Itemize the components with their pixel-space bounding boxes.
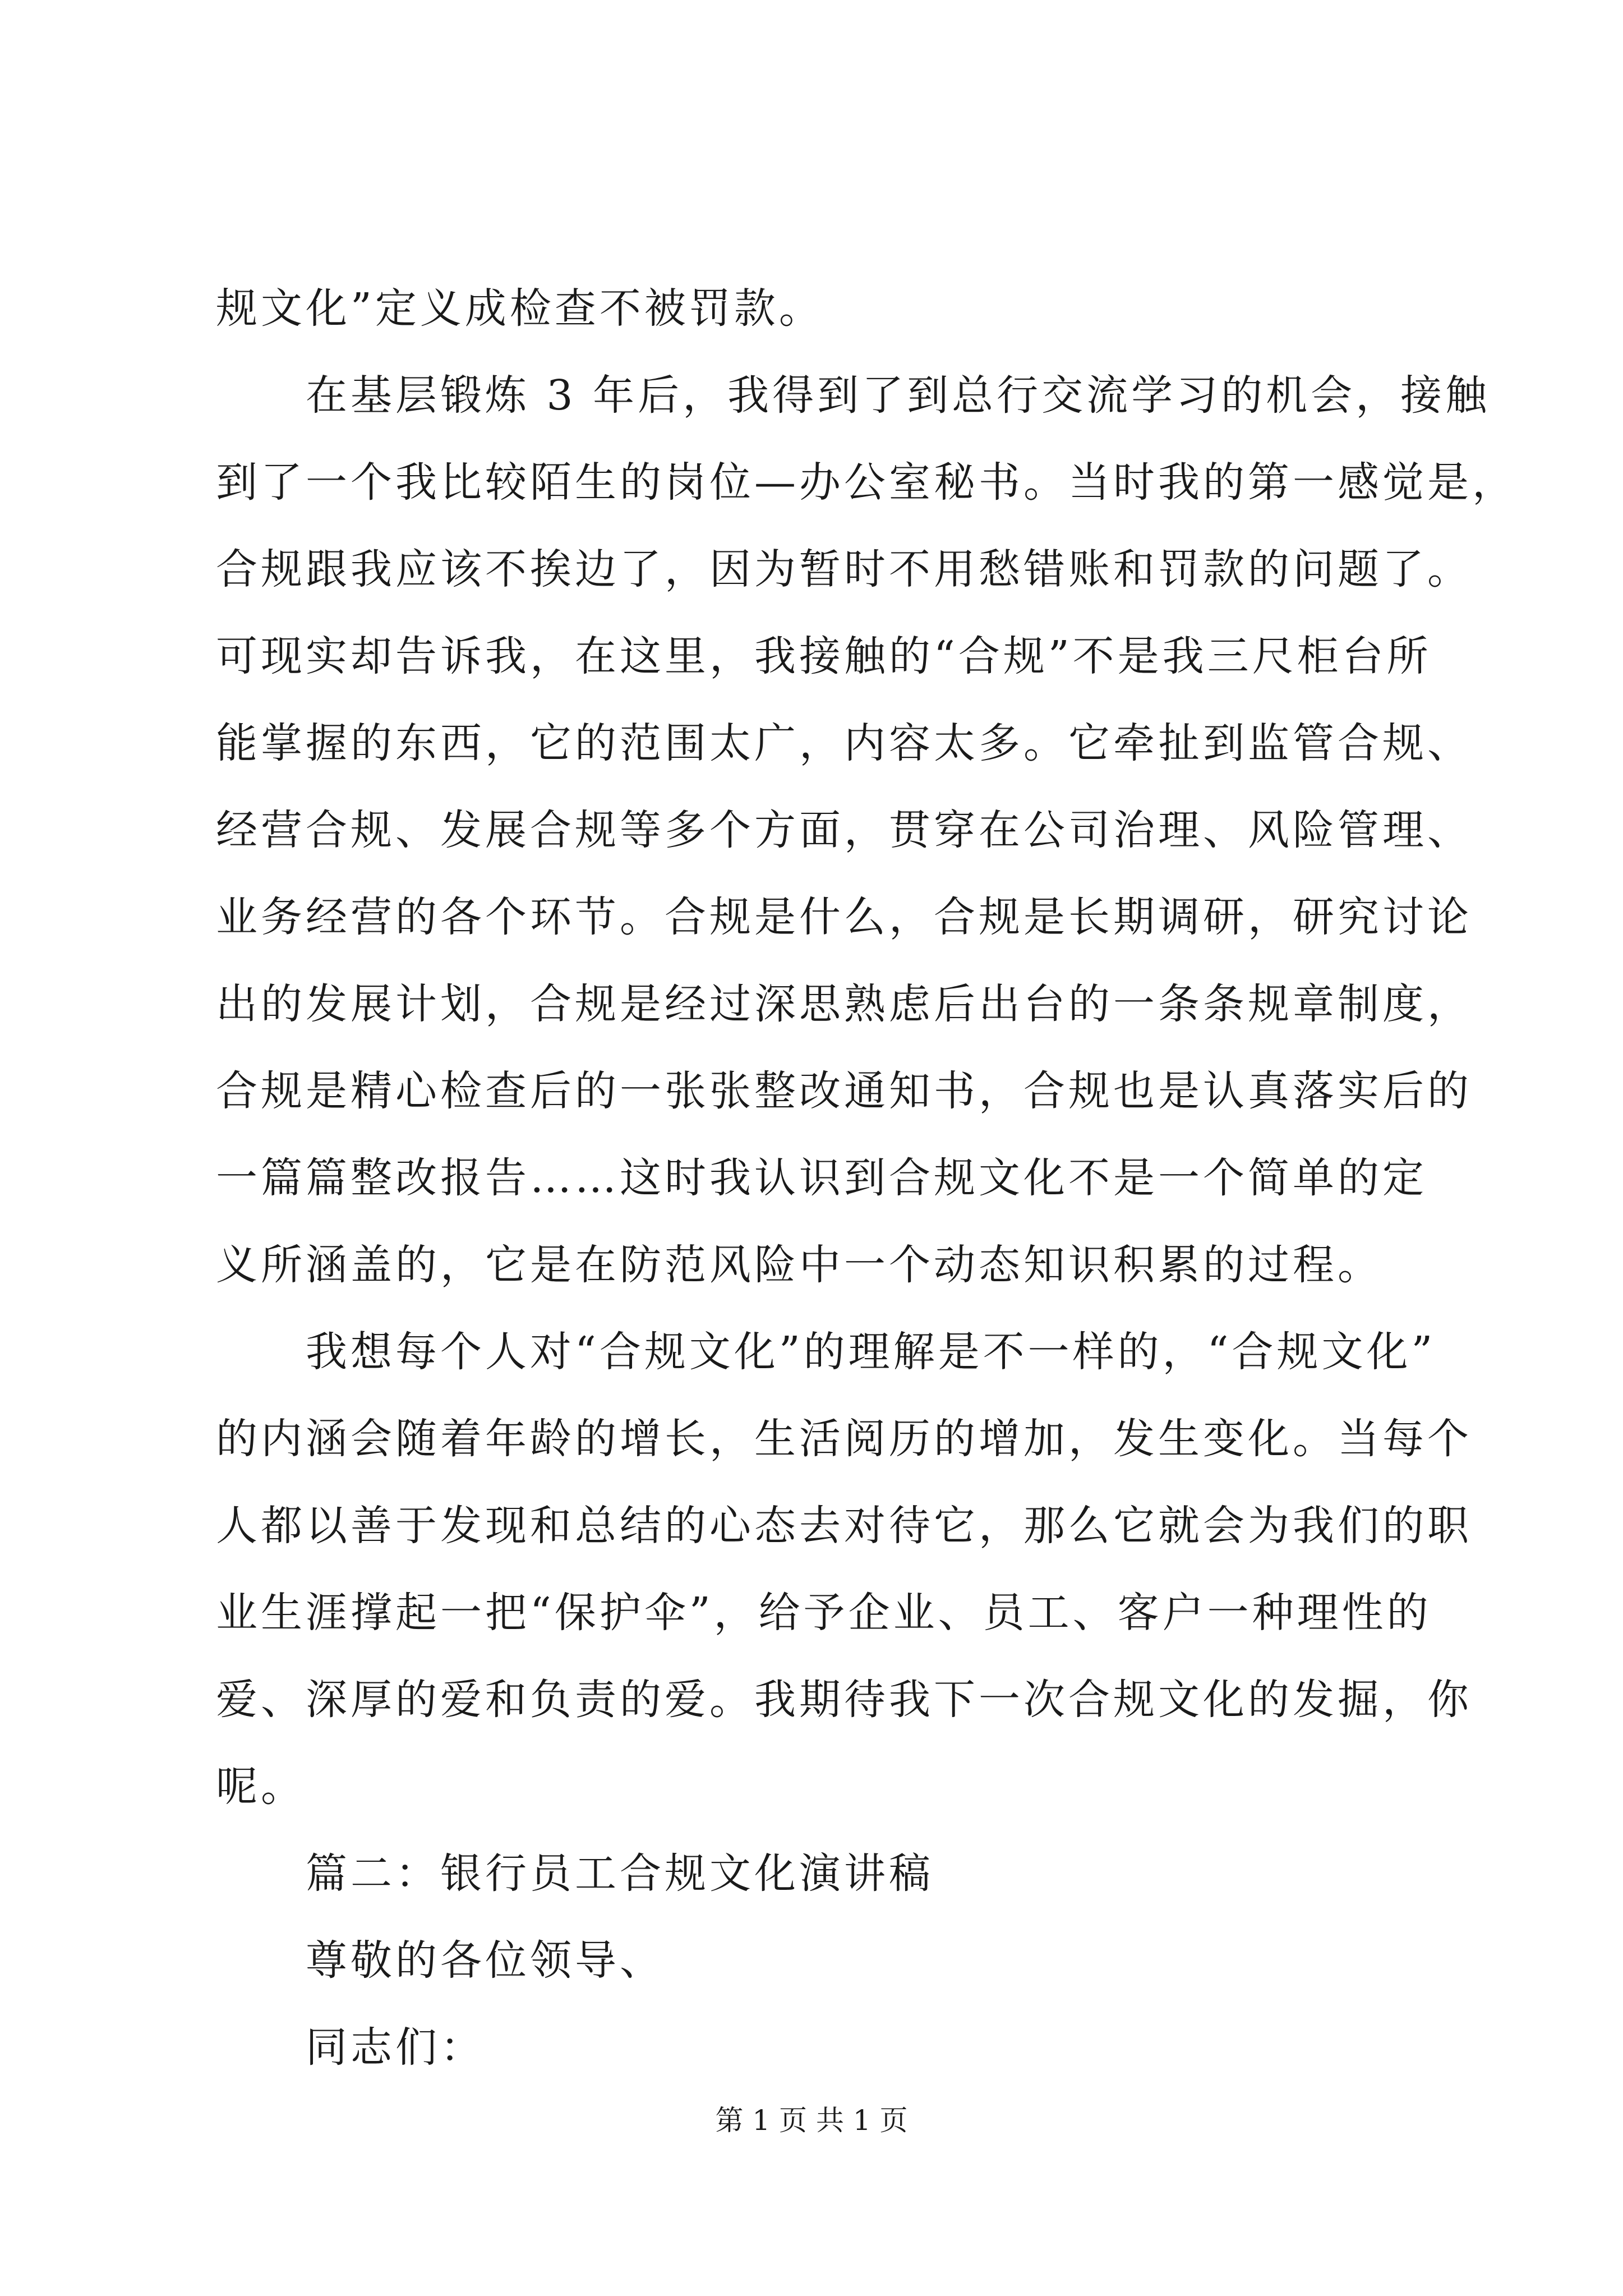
text-line: 呢。 — [216, 1763, 306, 1811]
salutation-line: 尊敬的各位领导、 — [306, 1936, 665, 1985]
text-line: 一篇篇整改报告……这时我认识到合规文化不是一个简单的定 — [216, 1154, 1427, 1202]
text-line: 合规是精心检查后的一张张整改通知书，合规也是认真落实后的 — [216, 1067, 1472, 1115]
text-line: 出的发展计划，合规是经过深思熟虑后出台的一条条规章制度， — [216, 980, 1472, 1028]
text-line: 合规跟我应该不挨边了，因为暂时不用愁错账和罚款的问题了。 — [216, 545, 1472, 593]
text-line: 义所涵盖的，它是在防范风险中一个动态知识积累的过程。 — [216, 1241, 1382, 1289]
page-footer: 第 1 页 共 1 页 — [715, 2104, 908, 2137]
text-line: 到了一个我比较陌生的岗位—办公室秘书。当时我的第一感觉是， — [216, 458, 1517, 507]
text-line: 能掌握的东西，它的范围太广，内容太多。它牵扯到监管合规、 — [216, 719, 1472, 767]
paragraph-start-line: 在基层锻炼 3 年后，我得到了到总行交流学习的机会，接触 — [306, 371, 1491, 420]
text-line: 经营合规、发展合规等多个方面，贯穿在公司治理、风险管理、 — [216, 806, 1472, 854]
paragraph-start-line: 我想每个人对“合规文化”的理解是不一样的，“合规文化” — [306, 1328, 1436, 1376]
text-line: 规文化”定义成检查不被罚款。 — [216, 284, 824, 333]
text-line: 业生涯撑起一把“保护伞”，给予企业、员工、客户一种理性的 — [216, 1589, 1432, 1637]
text-line: 爱、深厚的爱和负责的爱。我期待我下一次合规文化的发掘，你 — [216, 1676, 1472, 1724]
text-line: 的内涵会随着年龄的增长，生活阅历的增加，发生变化。当每个 — [216, 1415, 1472, 1463]
text-line: 可现实却告诉我，在这里，我接触的“合规”不是我三尺柜台所 — [216, 632, 1432, 680]
salutation-line: 同志们： — [306, 2023, 485, 2072]
section-heading: 篇二：银行员工合规文化演讲稿 — [306, 1849, 934, 1898]
text-line: 业务经营的各个环节。合规是什么，合规是长期调研，研究讨论 — [216, 893, 1472, 941]
text-line: 人都以善于发现和总结的心态去对待它，那么它就会为我们的职 — [216, 1502, 1472, 1550]
